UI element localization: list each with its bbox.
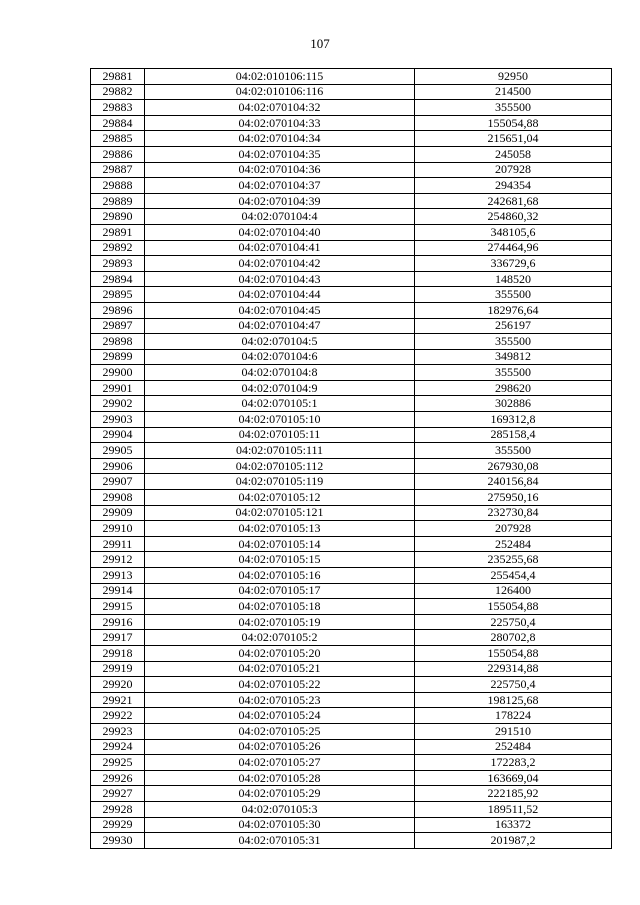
value-cell: 163669,04 xyxy=(415,770,612,786)
cadastral-number-cell: 04:02:070104:34 xyxy=(145,131,415,147)
cadastral-number-cell: 04:02:070105:121 xyxy=(145,505,415,521)
row-number-cell: 29893 xyxy=(91,256,145,272)
table-row xyxy=(91,318,612,334)
cadastral-number-cell: 04:02:070105:11 xyxy=(145,427,415,443)
row-number-cell: 29883 xyxy=(91,100,145,116)
cadastral-number-cell: 04:02:070105:12 xyxy=(145,490,415,506)
cadastral-number-cell: 04:02:070105:111 xyxy=(145,443,415,459)
table-row xyxy=(91,474,612,490)
row-number-cell: 29927 xyxy=(91,786,145,802)
cadastral-number-cell: 04:02:070104:5 xyxy=(145,334,415,350)
value-cell: 252484 xyxy=(415,739,612,755)
row-number-cell: 29913 xyxy=(91,568,145,584)
value-cell: 232730,84 xyxy=(415,505,612,521)
table-row xyxy=(91,84,612,100)
cadastral-number-cell: 04:02:070105:17 xyxy=(145,583,415,599)
row-number-cell: 29897 xyxy=(91,318,145,334)
table-row xyxy=(91,723,612,739)
table-row xyxy=(91,443,612,459)
row-number-cell: 29922 xyxy=(91,708,145,724)
value-cell: 302886 xyxy=(415,396,612,412)
row-number-cell: 29923 xyxy=(91,723,145,739)
row-number-cell: 29889 xyxy=(91,193,145,209)
cadastral-number-cell: 04:02:010106:116 xyxy=(145,84,415,100)
value-cell: 255454,4 xyxy=(415,568,612,584)
table-row xyxy=(91,287,612,303)
cadastral-number-cell: 04:02:010106:115 xyxy=(145,69,415,85)
table-row xyxy=(91,770,612,786)
cadastral-number-cell: 04:02:070105:30 xyxy=(145,817,415,833)
value-cell: 291510 xyxy=(415,723,612,739)
row-number-cell: 29914 xyxy=(91,583,145,599)
value-cell: 201987,2 xyxy=(415,833,612,849)
row-number-cell: 29896 xyxy=(91,302,145,318)
row-number-cell: 29917 xyxy=(91,630,145,646)
row-number-cell: 29884 xyxy=(91,115,145,131)
value-cell: 355500 xyxy=(415,365,612,381)
row-number-cell: 29894 xyxy=(91,271,145,287)
value-cell: 245058 xyxy=(415,146,612,162)
cadastral-number-cell: 04:02:070104:47 xyxy=(145,318,415,334)
table-row xyxy=(91,661,612,677)
value-cell: 280702,8 xyxy=(415,630,612,646)
cadastral-number-cell: 04:02:070105:3 xyxy=(145,801,415,817)
cadastral-number-cell: 04:02:070104:32 xyxy=(145,100,415,116)
value-cell: 207928 xyxy=(415,521,612,537)
cadastral-number-cell: 04:02:070105:26 xyxy=(145,739,415,755)
table-row xyxy=(91,69,612,85)
row-number-cell: 29905 xyxy=(91,443,145,459)
table-row xyxy=(91,271,612,287)
value-cell: 355500 xyxy=(415,100,612,116)
cadastral-number-cell: 04:02:070104:44 xyxy=(145,287,415,303)
value-cell: 215651,04 xyxy=(415,131,612,147)
value-cell: 214500 xyxy=(415,84,612,100)
cadastral-number-cell: 04:02:070105:112 xyxy=(145,458,415,474)
row-number-cell: 29888 xyxy=(91,178,145,194)
table-row xyxy=(91,224,612,240)
row-number-cell: 29892 xyxy=(91,240,145,256)
cadastral-number-cell: 04:02:070105:31 xyxy=(145,833,415,849)
cadastral-number-cell: 04:02:070105:18 xyxy=(145,599,415,615)
cadastral-number-cell: 04:02:070105:29 xyxy=(145,786,415,802)
table-row xyxy=(91,458,612,474)
table-row xyxy=(91,396,612,412)
value-cell: 178224 xyxy=(415,708,612,724)
table-row xyxy=(91,599,612,615)
cadastral-number-cell: 04:02:070104:6 xyxy=(145,349,415,365)
value-cell: 285158,4 xyxy=(415,427,612,443)
row-number-cell: 29900 xyxy=(91,365,145,381)
cadastral-number-cell: 04:02:070104:33 xyxy=(145,115,415,131)
row-number-cell: 29907 xyxy=(91,474,145,490)
value-cell: 225750,4 xyxy=(415,614,612,630)
cadastral-number-cell: 04:02:070105:25 xyxy=(145,723,415,739)
cadastral-number-cell: 04:02:070105:2 xyxy=(145,630,415,646)
cadastral-number-cell: 04:02:070105:15 xyxy=(145,552,415,568)
cadastral-number-cell: 04:02:070104:42 xyxy=(145,256,415,272)
cadastral-number-cell: 04:02:070105:19 xyxy=(145,614,415,630)
table-row xyxy=(91,786,612,802)
table-row xyxy=(91,302,612,318)
row-number-cell: 29928 xyxy=(91,801,145,817)
row-number-cell: 29925 xyxy=(91,755,145,771)
table-row xyxy=(91,614,612,630)
row-number-cell: 29887 xyxy=(91,162,145,178)
table-row xyxy=(91,505,612,521)
value-cell: 242681,68 xyxy=(415,193,612,209)
table-row xyxy=(91,833,612,849)
row-number-cell: 29902 xyxy=(91,396,145,412)
cadastral-number-cell: 04:02:070104:37 xyxy=(145,178,415,194)
cadastral-number-cell: 04:02:070104:4 xyxy=(145,209,415,225)
value-cell: 222185,92 xyxy=(415,786,612,802)
row-number-cell: 29926 xyxy=(91,770,145,786)
row-number-cell: 29921 xyxy=(91,692,145,708)
row-number-cell: 29929 xyxy=(91,817,145,833)
table-row xyxy=(91,490,612,506)
cadastral-number-cell: 04:02:070104:45 xyxy=(145,302,415,318)
table-row xyxy=(91,568,612,584)
table-row xyxy=(91,645,612,661)
value-cell: 267930,08 xyxy=(415,458,612,474)
row-number-cell: 29909 xyxy=(91,505,145,521)
table-row xyxy=(91,178,612,194)
value-cell: 355500 xyxy=(415,334,612,350)
row-number-cell: 29890 xyxy=(91,209,145,225)
table-row xyxy=(91,755,612,771)
table-row xyxy=(91,256,612,272)
value-cell: 275950,16 xyxy=(415,490,612,506)
table-body xyxy=(91,69,612,849)
row-number-cell: 29881 xyxy=(91,69,145,85)
value-cell: 126400 xyxy=(415,583,612,599)
value-cell: 148520 xyxy=(415,271,612,287)
row-number-cell: 29885 xyxy=(91,131,145,147)
value-cell: 240156,84 xyxy=(415,474,612,490)
row-number-cell: 29918 xyxy=(91,645,145,661)
value-cell: 294354 xyxy=(415,178,612,194)
cadastral-number-cell: 04:02:070104:9 xyxy=(145,380,415,396)
value-cell: 189511,52 xyxy=(415,801,612,817)
value-cell: 336729,6 xyxy=(415,256,612,272)
row-number-cell: 29912 xyxy=(91,552,145,568)
table-row xyxy=(91,162,612,178)
row-number-cell: 29911 xyxy=(91,536,145,552)
row-number-cell: 29895 xyxy=(91,287,145,303)
table-row xyxy=(91,552,612,568)
table-row xyxy=(91,817,612,833)
value-cell: 298620 xyxy=(415,380,612,396)
table-row xyxy=(91,334,612,350)
table-row xyxy=(91,427,612,443)
value-cell: 163372 xyxy=(415,817,612,833)
table-row xyxy=(91,146,612,162)
value-cell: 256197 xyxy=(415,318,612,334)
value-cell: 348105,6 xyxy=(415,224,612,240)
table-row xyxy=(91,677,612,693)
data-table xyxy=(90,68,612,849)
row-number-cell: 29919 xyxy=(91,661,145,677)
cadastral-number-cell: 04:02:070105:16 xyxy=(145,568,415,584)
table-row xyxy=(91,630,612,646)
cadastral-number-cell: 04:02:070104:39 xyxy=(145,193,415,209)
cadastral-number-cell: 04:02:070104:35 xyxy=(145,146,415,162)
row-number-cell: 29908 xyxy=(91,490,145,506)
row-number-cell: 29898 xyxy=(91,334,145,350)
row-number-cell: 29924 xyxy=(91,739,145,755)
value-cell: 155054,88 xyxy=(415,599,612,615)
row-number-cell: 29891 xyxy=(91,224,145,240)
row-number-cell: 29899 xyxy=(91,349,145,365)
table-row xyxy=(91,708,612,724)
cadastral-number-cell: 04:02:070104:41 xyxy=(145,240,415,256)
row-number-cell: 29904 xyxy=(91,427,145,443)
cadastral-number-cell: 04:02:070105:20 xyxy=(145,645,415,661)
table-row xyxy=(91,209,612,225)
row-number-cell: 29906 xyxy=(91,458,145,474)
value-cell: 349812 xyxy=(415,349,612,365)
row-number-cell: 29910 xyxy=(91,521,145,537)
cadastral-number-cell: 04:02:070105:119 xyxy=(145,474,415,490)
value-cell: 172283,2 xyxy=(415,755,612,771)
row-number-cell: 29930 xyxy=(91,833,145,849)
row-number-cell: 29920 xyxy=(91,677,145,693)
value-cell: 355500 xyxy=(415,443,612,459)
table-row xyxy=(91,521,612,537)
row-number-cell: 29916 xyxy=(91,614,145,630)
row-number-cell: 29882 xyxy=(91,84,145,100)
table-row xyxy=(91,412,612,428)
cadastral-number-cell: 04:02:070104:36 xyxy=(145,162,415,178)
row-number-cell: 29915 xyxy=(91,599,145,615)
value-cell: 355500 xyxy=(415,287,612,303)
value-cell: 169312,8 xyxy=(415,412,612,428)
table-row xyxy=(91,739,612,755)
table-row xyxy=(91,380,612,396)
value-cell: 225750,4 xyxy=(415,677,612,693)
row-number-cell: 29903 xyxy=(91,412,145,428)
value-cell: 207928 xyxy=(415,162,612,178)
table-row xyxy=(91,692,612,708)
cadastral-number-cell: 04:02:070104:43 xyxy=(145,271,415,287)
value-cell: 229314,88 xyxy=(415,661,612,677)
value-cell: 155054,88 xyxy=(415,645,612,661)
value-cell: 235255,68 xyxy=(415,552,612,568)
cadastral-number-cell: 04:02:070105:1 xyxy=(145,396,415,412)
row-number-cell: 29886 xyxy=(91,146,145,162)
value-cell: 252484 xyxy=(415,536,612,552)
table-row xyxy=(91,193,612,209)
cadastral-number-cell: 04:02:070104:40 xyxy=(145,224,415,240)
table-row xyxy=(91,365,612,381)
cadastral-number-cell: 04:02:070105:27 xyxy=(145,755,415,771)
value-cell: 155054,88 xyxy=(415,115,612,131)
cadastral-number-cell: 04:02:070105:28 xyxy=(145,770,415,786)
value-cell: 92950 xyxy=(415,69,612,85)
cadastral-number-cell: 04:02:070104:8 xyxy=(145,365,415,381)
cadastral-number-cell: 04:02:070105:24 xyxy=(145,708,415,724)
table-row xyxy=(91,240,612,256)
value-cell: 274464,96 xyxy=(415,240,612,256)
value-cell: 254860,32 xyxy=(415,209,612,225)
table-row xyxy=(91,115,612,131)
row-number-cell: 29901 xyxy=(91,380,145,396)
cadastral-number-cell: 04:02:070105:10 xyxy=(145,412,415,428)
cadastral-number-cell: 04:02:070105:13 xyxy=(145,521,415,537)
cadastral-number-cell: 04:02:070105:22 xyxy=(145,677,415,693)
table-row xyxy=(91,349,612,365)
table-row xyxy=(91,583,612,599)
table-row xyxy=(91,536,612,552)
cadastral-number-cell: 04:02:070105:23 xyxy=(145,692,415,708)
page-number: 107 xyxy=(310,36,330,51)
value-cell: 198125,68 xyxy=(415,692,612,708)
table-row xyxy=(91,801,612,817)
cadastral-number-cell: 04:02:070105:14 xyxy=(145,536,415,552)
cadastral-number-cell: 04:02:070105:21 xyxy=(145,661,415,677)
value-cell: 182976,64 xyxy=(415,302,612,318)
table-row xyxy=(91,100,612,116)
table-row xyxy=(91,131,612,147)
